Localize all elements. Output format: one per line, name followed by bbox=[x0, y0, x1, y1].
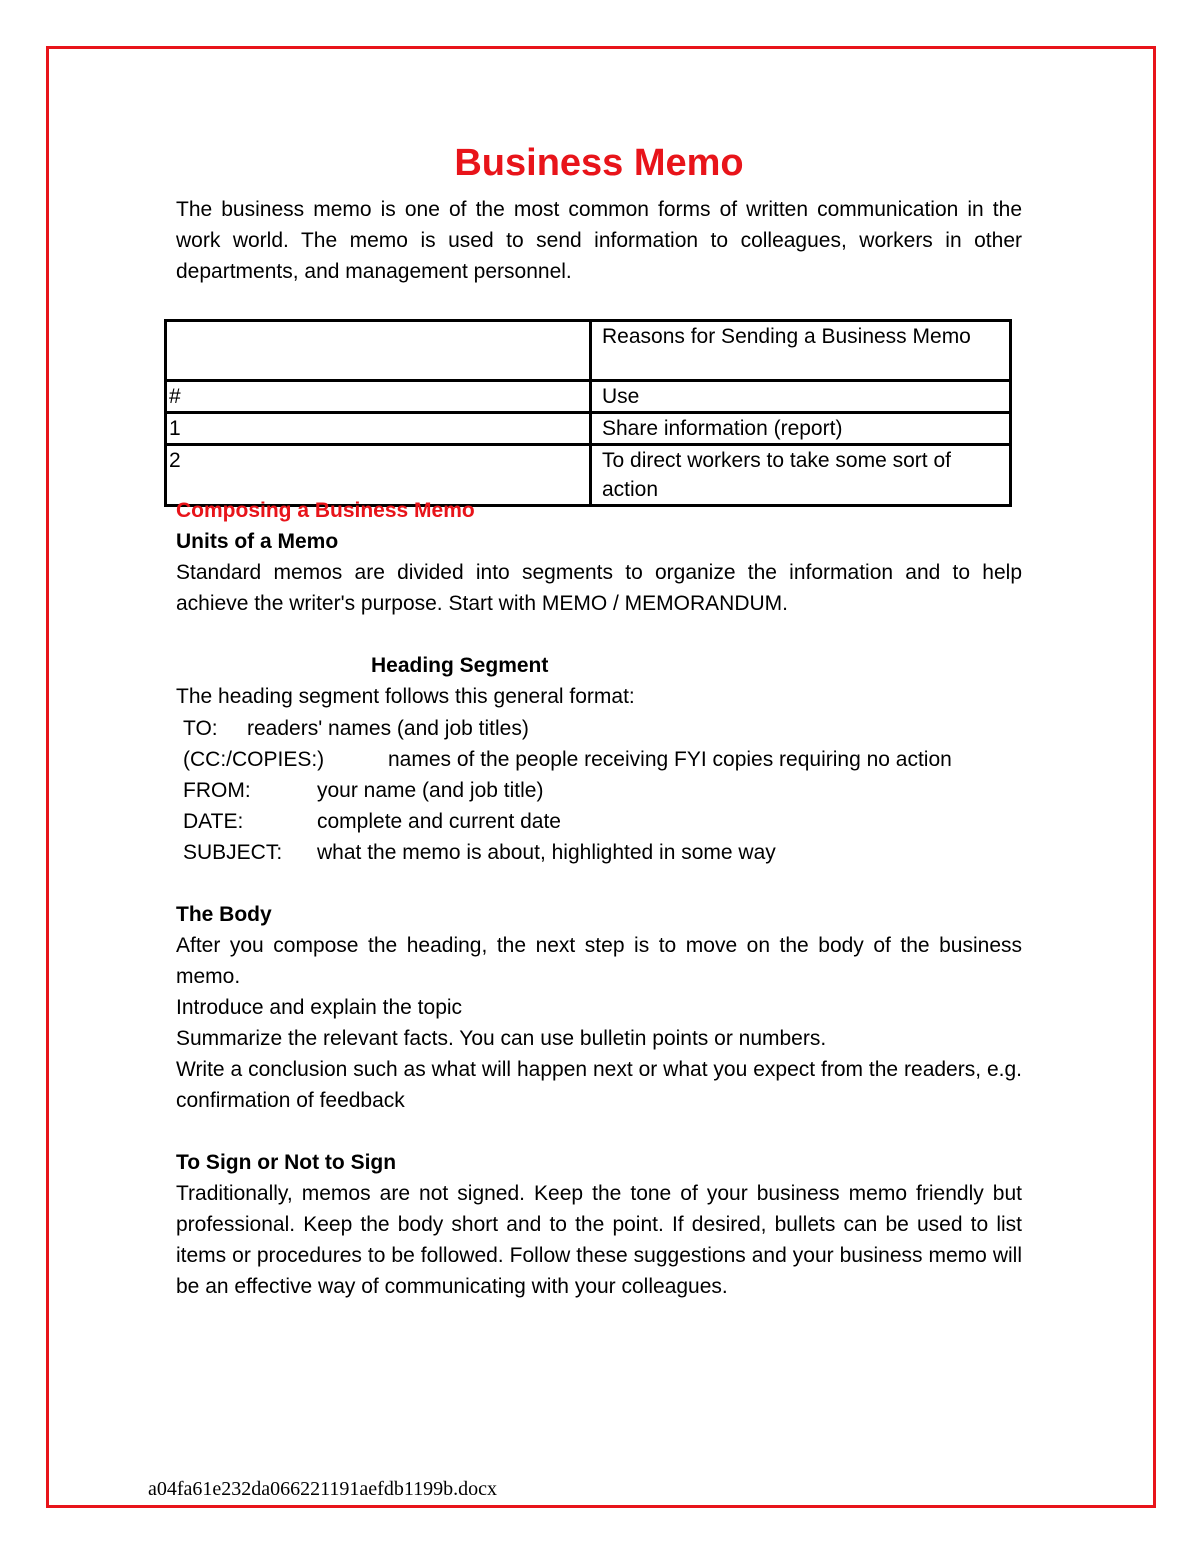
composing-heading: Composing a Business Memo bbox=[176, 499, 475, 522]
table-cell: # bbox=[166, 381, 591, 413]
format-value: what the memo is about, highlighted in some way bbox=[317, 841, 776, 864]
table-row bbox=[166, 413, 1011, 445]
document-title: Business Memo bbox=[454, 142, 744, 184]
footer-filename: a04fa61e232da066221191aefdb1199b.docx bbox=[148, 1478, 497, 1500]
table-cell: To direct workers to take some sort of action bbox=[591, 445, 1011, 506]
format-label: SUBJECT: bbox=[183, 841, 283, 864]
heading-segment-intro: The heading segment follows this general format: bbox=[176, 685, 635, 708]
table-cell: Reasons for Sending a Business Memo bbox=[591, 321, 1011, 381]
table-cell: 2 bbox=[166, 445, 591, 506]
heading-segment-title: Heading Segment bbox=[371, 654, 549, 677]
body-paragraph-3: Summarize the relevant facts. You can use bulletin points or numbers. bbox=[176, 1027, 827, 1050]
units-heading: Units of a Memo bbox=[176, 530, 339, 553]
units-paragraph: Standard memos are divided into segments to organize the information and to help achieve the writer's purpose. Start with MEMO / MEMORANDUM. bbox=[176, 561, 1022, 615]
body-paragraph-4: Write a conclusion such as what will happen next or what you expect from the readers, e.g. confirmation of feedback bbox=[176, 1058, 1022, 1112]
body-paragraph-1: After you compose the heading, the next step is to move on the body of the business memo. bbox=[176, 934, 1022, 988]
format-value: your name (and job title) bbox=[317, 779, 544, 802]
table-cell: Share information (report) bbox=[591, 413, 1011, 445]
intro-paragraph: The business memo is one of the most common forms of written communication in the work world. The memo is used to send information to colleagues, workers in other departments, and management personnel. bbox=[176, 198, 1022, 283]
table-row bbox=[166, 381, 1011, 413]
table-cell bbox=[166, 321, 591, 381]
format-label: FROM: bbox=[183, 779, 251, 802]
body-heading: The Body bbox=[176, 903, 272, 926]
format-label: DATE: bbox=[183, 810, 244, 833]
body-paragraph-2: Introduce and explain the topic bbox=[176, 996, 463, 1019]
format-value: names of the people receiving FYI copies requiring no action bbox=[388, 748, 952, 771]
format-value: complete and current date bbox=[317, 810, 561, 833]
table-cell: Use bbox=[591, 381, 1011, 413]
sign-paragraph: Traditionally, memos are not signed. Keep the tone of your business memo friendly but professional. Keep the body short and to the point. If desired, bullets can be used to list items or procedures to be followed. Follow these suggestions and your business memo will be an effective way of communicating with your colleagues. bbox=[176, 1182, 1022, 1298]
sign-heading: To Sign or Not to Sign bbox=[176, 1151, 397, 1174]
format-label: TO: bbox=[183, 717, 218, 740]
format-label: (CC:/COPIES:) bbox=[183, 748, 325, 771]
reasons-table bbox=[164, 319, 1012, 507]
table-cell: 1 bbox=[166, 413, 591, 445]
format-value: readers' names (and job titles) bbox=[247, 717, 529, 740]
table-header-row bbox=[166, 321, 1011, 381]
